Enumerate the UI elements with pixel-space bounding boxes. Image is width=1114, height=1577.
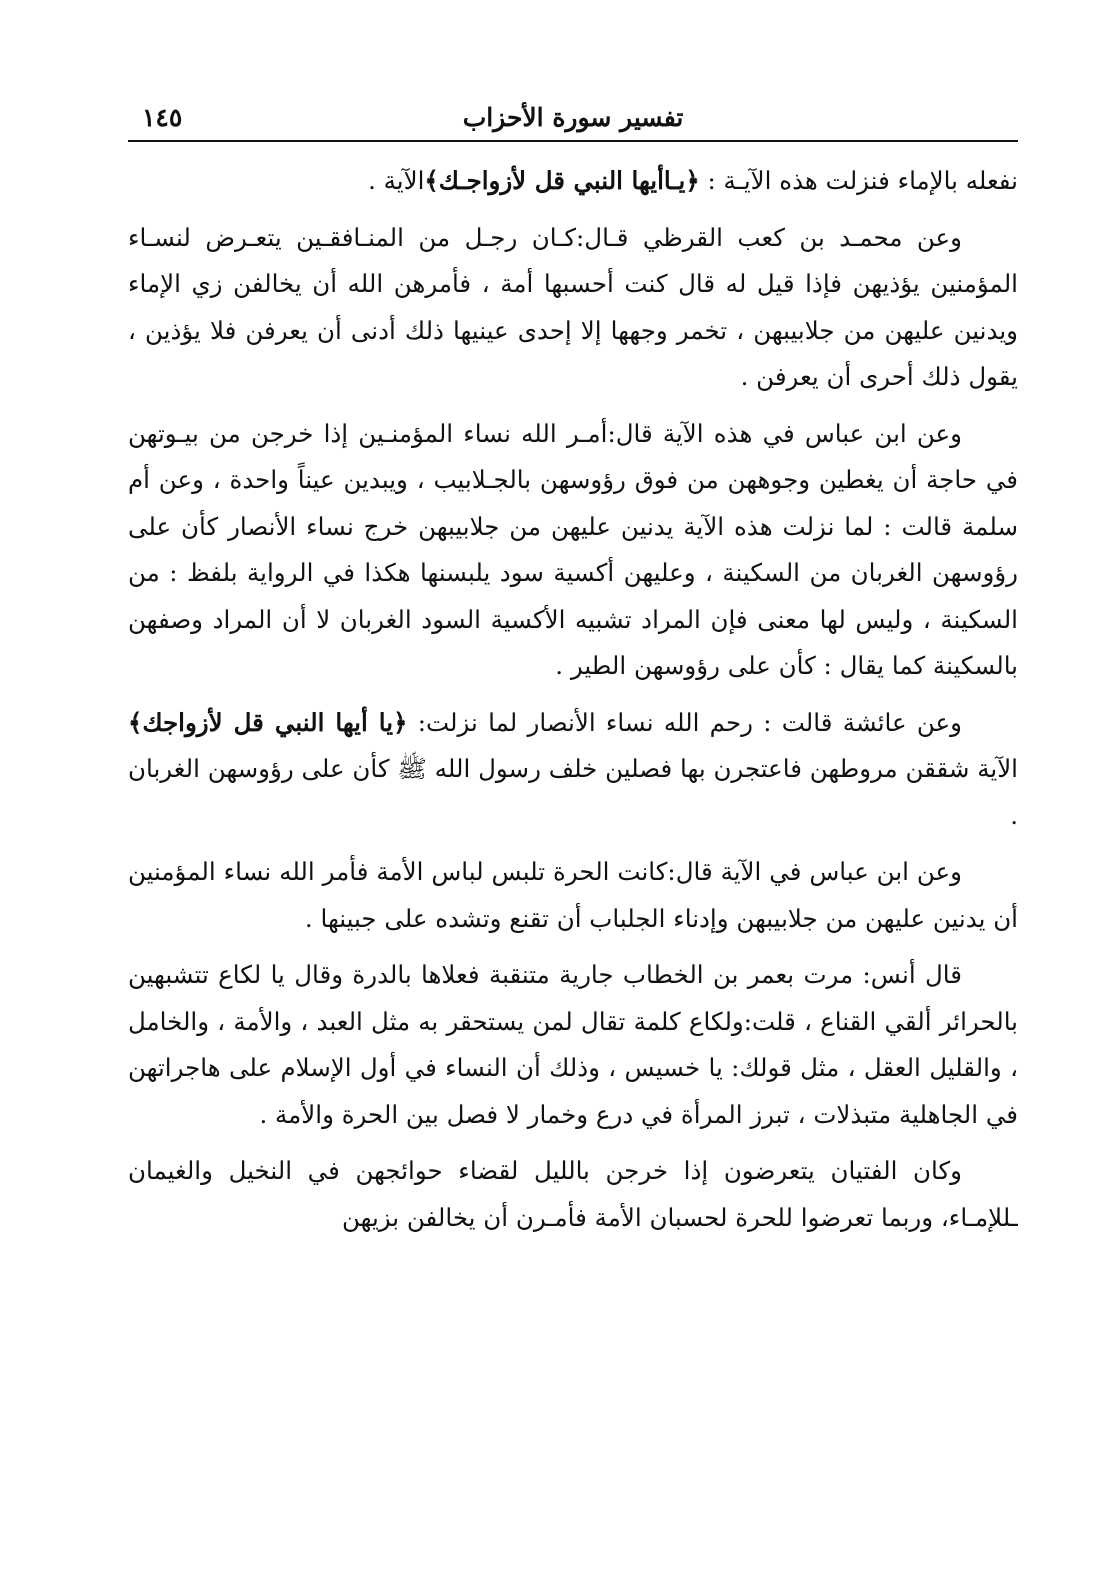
- quran-quote: ﴿يا أيها النبي قل لأزواجك﴾: [128, 707, 408, 737]
- text-segment: وعن عائشة قالت : رحم الله نساء الأنصار لما نزلت:: [407, 707, 962, 737]
- text-segment: وعن ابن عباس في الآية قال:كانت الحرة تلبس لباس الأمة فأمر الله نساء المؤمنين أن يدنين عليهن من جلابيبهن وإدناء الجلباب أن تقنع وتشده على جبينها .: [128, 857, 1018, 933]
- quran-quote: ﴿يـاأيها النبي قل لأزواجـك﴾: [424, 166, 700, 195]
- paragraph: [128, 700, 1018, 840]
- paragraph: [128, 849, 1018, 942]
- text-segment: وكان الفتيان يتعرضون إذا خرجن بالليل لقضاء حوائجهن في النخيل والغيمان ـللإمـاء، وربما تعرضوا للحرة لحسبان الأمة فأمـرن أن يخالفن بزيهن: [128, 1156, 1018, 1232]
- book-page: [128, 92, 1018, 1552]
- text-segment: وعن ابن عباس في هذه الآية قال:أمـر الله نساء المؤمنـين إذا خرجن من بيـوتهن في حاجة أن يغطين وجوههن من فوق رؤوسهن بالجـلابيب ، ويبدين عيناً واحدة ، وعن أم سلمة قالت : لما نزلت هذه الآية يدنين عليهن من جلابيبهن خرج نساء الأنصار كأن على رؤوسهن الغربان من السكينة ، وعليهن أكسية سود يلبسنها هكذا في الرواية بلفظ : من السكينة ، وليس لها معنى فإن المراد تشبيه الأكسية السود الغربان لا أن المراد وصفهن بالسكينة كما يقال : كأن على رؤوسهن الطير .: [128, 418, 1018, 680]
- paragraph: [128, 1148, 1018, 1241]
- text-segment: الآية شققن مروطهن فاعتجرن بها فصلين خلف رسول الله ﷺ كأن على رؤوسهن الغربان .: [128, 754, 1018, 830]
- text-segment: الآية .: [368, 166, 425, 195]
- text-segment: نفعله بالإماء فنزلت هذه الآيـة :: [699, 166, 1018, 195]
- paragraph: [128, 215, 1018, 401]
- paragraph: [128, 411, 1018, 690]
- running-title: تفسير سورة الأحزاب: [462, 103, 684, 132]
- running-header: [128, 92, 1018, 142]
- page-number: ١٤٥: [142, 103, 183, 132]
- paragraph: [128, 952, 1018, 1138]
- text-segment: قال أنس: مرت بعمر بن الخطاب جارية متنقبة فعلاها بالدرة وقال يا لكاع تتشبهين بالحرائر ألقي القناع ، قلت:ولكاع كلمة تقال لمن يستحقر به مثل العبد ، والأمة ، والخامل ، والقليل العقل ، مثل قولك: يا خسيس ، وذلك أن النساء في أول الإسلام على هاجراتهن في الجاهلية متبذلات ، تبرز المرأة في درع وخمار لا فصل بين الحرة والأمة .: [128, 960, 1018, 1129]
- text-segment: وعن محمـد بن كعب القرظي قـال:كـان رجـل من المنـافقـين يتعـرض لنسـاء المؤمنين يؤذيهن فإذا قيل له قال كنت أحسبها أمة ، فأمرهن الله أن يخالفن زي الإماء ويدنين عليهن من جلابيبهن ، تخمر وجهها إلا إحدى عينيها ذلك أدنى أن يعرفن فلا يؤذين ، يقول ذلك أحرى أن يعرفن .: [128, 222, 1018, 391]
- page-body: [128, 142, 1018, 1241]
- paragraph: [128, 158, 1018, 205]
